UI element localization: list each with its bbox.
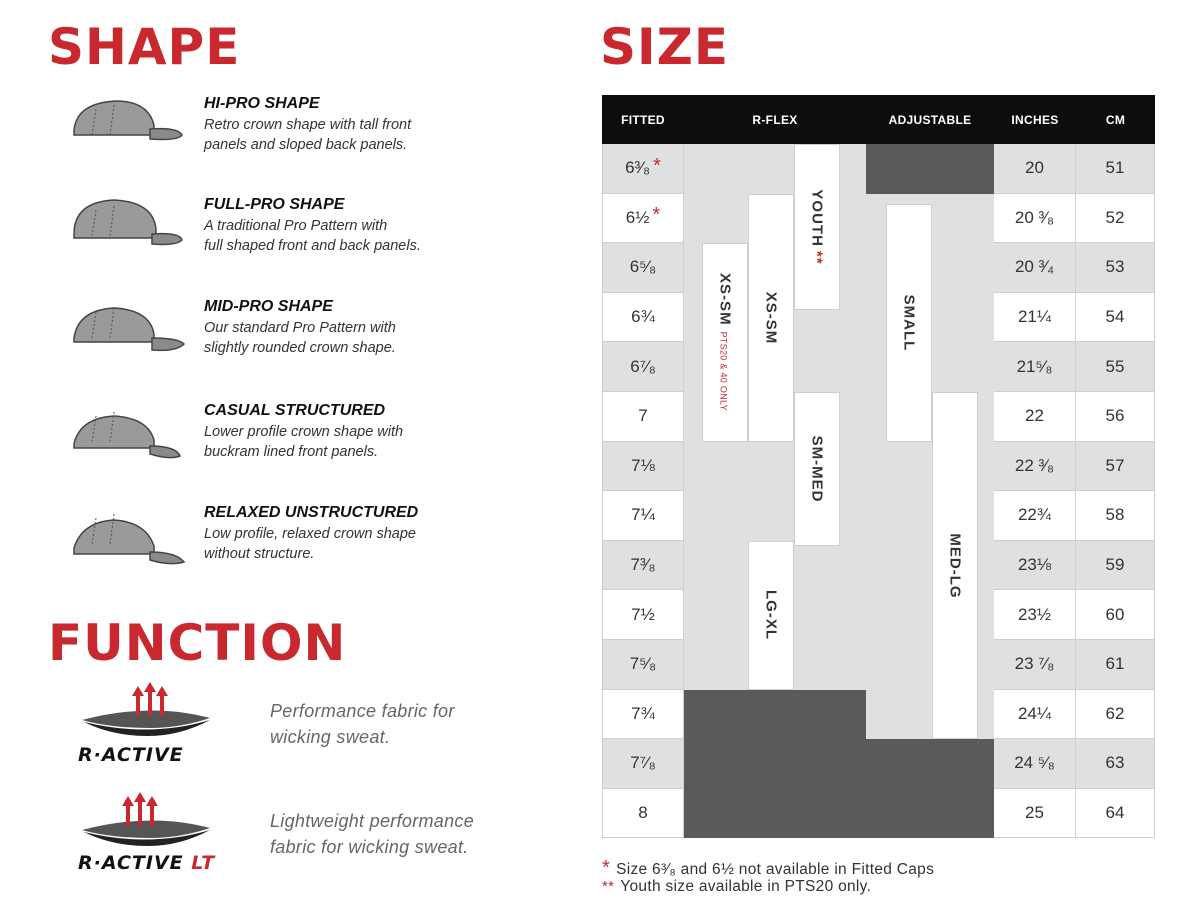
- fitted-size: 7½: [631, 604, 655, 624]
- adjustable-unavailable-top: [866, 144, 994, 194]
- shape-description: Retro crown shape with tall front panels and sloped back panels.: [204, 117, 412, 153]
- hi-pro-cap-icon: [66, 95, 186, 165]
- adjustable-band-label: MED-LG: [946, 533, 964, 599]
- footnote-fitted: * Size 6³⁄₈ and 6½ not available in Fitted Caps: [602, 857, 935, 879]
- fitted-cell: [602, 342, 684, 392]
- shape-heading: SHAPE: [48, 18, 241, 76]
- cm-cell: 63: [1076, 739, 1155, 789]
- shape-item: [66, 298, 566, 368]
- shape-title: RELAXED UNSTRUCTURED: [204, 504, 419, 521]
- fitted-cell: [602, 144, 684, 194]
- cm-cell: 61: [1076, 640, 1155, 690]
- inches-cell: 21¼: [994, 293, 1076, 343]
- fitted-cell: [602, 392, 684, 442]
- adjustable-band: [886, 204, 932, 442]
- mid-pro-cap-icon: [66, 298, 186, 368]
- fitted-cell: [602, 690, 684, 740]
- column-header: R-FLEX: [684, 95, 866, 144]
- inches-cell: 23½: [994, 590, 1076, 640]
- shape-item: [66, 504, 566, 574]
- inches-cell: 22: [994, 392, 1076, 442]
- cm-cell: 64: [1076, 789, 1155, 839]
- shape-description: Our standard Pro Pattern with slightly rounded crown shape.: [204, 320, 396, 356]
- inches-cell: 21⁵⁄₈: [994, 342, 1076, 392]
- casual-structured-cap-icon: [66, 402, 186, 472]
- cm-cell: 56: [1076, 392, 1155, 442]
- inches-cell: 23 ⁷⁄₈: [994, 640, 1076, 690]
- footnote-youth: ** Youth size available in PTS20 only.: [602, 878, 872, 895]
- cm-cell: 54: [1076, 293, 1155, 343]
- rflex-band-label: XS-SM: [762, 291, 780, 344]
- rflex-unavailable-block: [684, 690, 866, 839]
- inches-cell: 20 ³⁄₈: [994, 194, 1076, 244]
- rflex-band-label: XS-SMPTS20 & 40 ONLY: [716, 273, 734, 412]
- inches-cell: 20 ³⁄₄: [994, 243, 1076, 293]
- fitted-size: 6³⁄₈: [625, 158, 651, 178]
- fitted-size: 6⁷⁄₈: [630, 356, 656, 376]
- fitted-cell: [602, 442, 684, 492]
- fitted-size: 7⅛: [631, 455, 655, 475]
- shape-description: Lower profile crown shape with buckram lined front panels.: [204, 424, 404, 460]
- cm-cell: 57: [1076, 442, 1155, 492]
- inches-cell: 23⅛: [994, 541, 1076, 591]
- fitted-size: 7⁷⁄₈: [630, 753, 656, 773]
- rflex-band: [702, 243, 748, 441]
- shape-title: FULL-PRO SHAPE: [204, 196, 345, 213]
- size-heading: SIZE: [600, 18, 730, 76]
- fitted-cell: [602, 293, 684, 343]
- function-heading: FUNCTION: [48, 614, 347, 672]
- inches-cell: 20: [994, 144, 1076, 194]
- rflex-band: [794, 392, 840, 546]
- function-item-ractive: [70, 680, 550, 770]
- cm-cell: 55: [1076, 342, 1155, 392]
- function-description: Performance fabric for wicking sweat.: [270, 701, 455, 747]
- fitted-cell: [602, 541, 684, 591]
- fitted-cell: [602, 739, 684, 789]
- fitted-size: 6⁵⁄₈: [629, 257, 657, 277]
- cm-cell: 60: [1076, 590, 1155, 640]
- shape-item: [66, 196, 566, 266]
- fitted-cell: [602, 789, 684, 839]
- fitted-cell: [602, 194, 684, 244]
- shape-title: CASUAL STRUCTURED: [204, 402, 386, 419]
- rflex-band: [748, 194, 794, 442]
- column-header: ADJUSTABLE: [866, 95, 994, 144]
- shape-description: Low profile, relaxed crown shape without structure.: [204, 526, 416, 562]
- cm-cell: 53: [1076, 243, 1155, 293]
- shape-title: HI-PRO SHAPE: [204, 95, 320, 112]
- fitted-size: 6½: [625, 207, 650, 227]
- adjustable-band-label: SMALL: [900, 294, 918, 351]
- fitted-cell: [602, 491, 684, 541]
- inches-cell: 24 ⁵⁄₈: [994, 739, 1076, 789]
- adjustable-unavailable-bottom: [866, 739, 994, 838]
- shape-title: MID-PRO SHAPE: [204, 298, 333, 315]
- r-active-lt-logo-text: R·ACTIVE LT: [78, 852, 216, 874]
- column-header: FITTED: [602, 95, 684, 144]
- unavailable-asterisk: *: [653, 154, 661, 177]
- rflex-band-label: SM-MED: [808, 435, 826, 503]
- cm-cell: 59: [1076, 541, 1155, 591]
- inches-cell: 24¼: [994, 690, 1076, 740]
- r-active-logo-text: R·ACTIVE: [78, 744, 184, 766]
- inches-cell: 22¾: [994, 491, 1076, 541]
- function-item-ractive-lt: [70, 790, 550, 880]
- column-header: INCHES: [994, 95, 1076, 144]
- fitted-cell: [602, 243, 684, 293]
- fitted-size: 7: [638, 406, 648, 426]
- rflex-band-label: YOUTH**: [808, 189, 826, 265]
- adjustable-band: [932, 392, 978, 739]
- size-chart: [602, 95, 1155, 838]
- rflex-band: [794, 144, 840, 310]
- relaxed-unstructured-cap-icon: [66, 504, 186, 574]
- fitted-size: 7¼: [631, 505, 655, 525]
- cm-cell: 51: [1076, 144, 1155, 194]
- shape-item: [66, 402, 566, 472]
- unavailable-asterisk: *: [652, 204, 661, 227]
- fitted-cell: [602, 640, 684, 690]
- inches-cell: 22 ³⁄₈: [994, 442, 1076, 492]
- shape-description: A traditional Pro Pattern with full shaped front and back panels.: [204, 218, 421, 254]
- function-description: Lightweight performance fabric for wicking sweat.: [270, 811, 475, 857]
- fitted-size: 7⁵⁄₈: [629, 654, 657, 674]
- rflex-band-label: LG-XL: [762, 590, 780, 641]
- fitted-size: 7³⁄₈: [630, 555, 656, 575]
- rflex-band: [748, 541, 794, 690]
- fitted-cell: [602, 590, 684, 640]
- inches-cell: 25: [994, 789, 1076, 839]
- fitted-size: 6¾: [631, 307, 655, 327]
- cm-cell: 52: [1076, 194, 1155, 244]
- shape-item: [66, 95, 566, 165]
- fitted-size: 8: [638, 803, 648, 823]
- cm-cell: 58: [1076, 491, 1155, 541]
- cm-cell: 62: [1076, 690, 1155, 740]
- full-pro-cap-icon: [66, 196, 186, 266]
- fitted-size: 7¾: [631, 703, 655, 723]
- column-header: CM: [1076, 95, 1155, 144]
